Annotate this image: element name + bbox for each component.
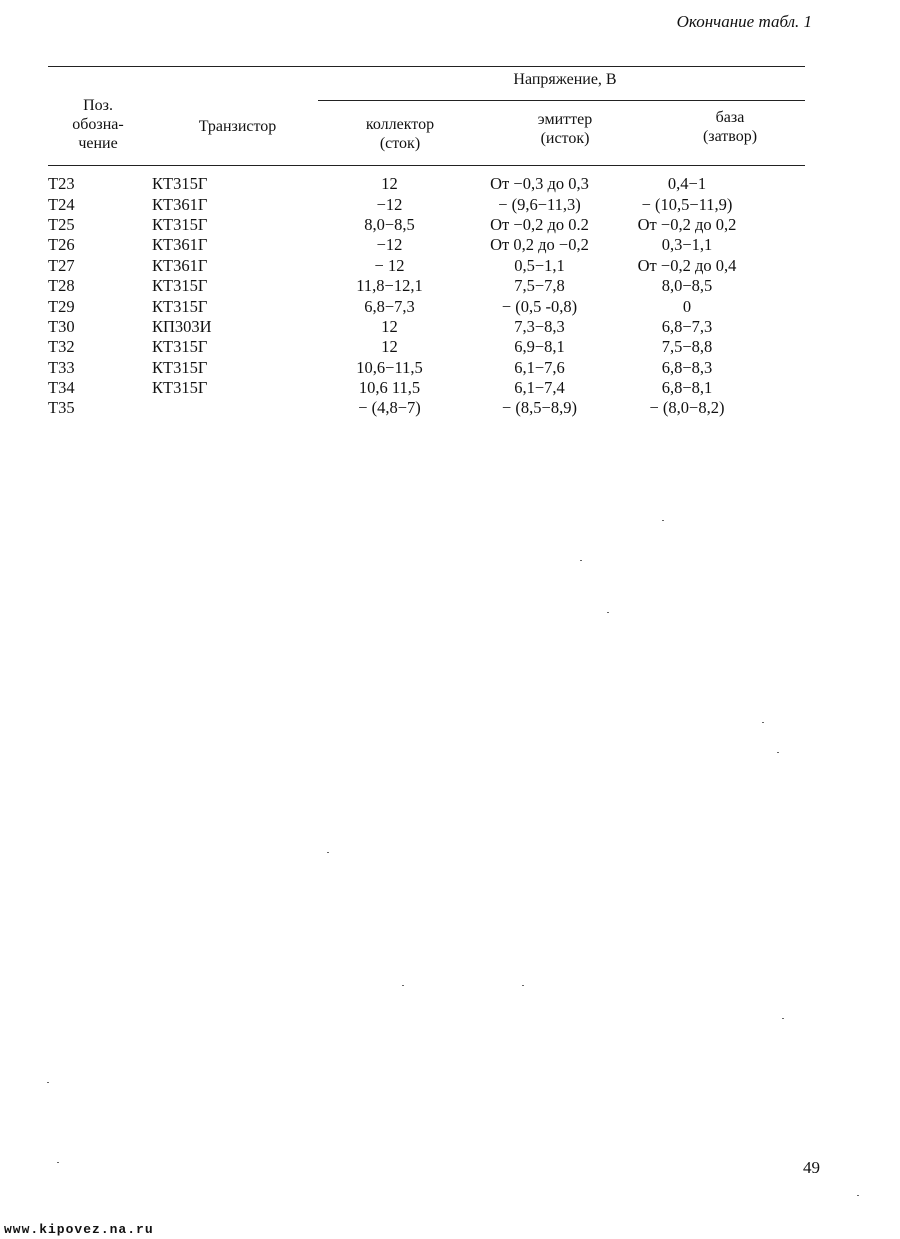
- cell-base: 8,0−8,5: [661, 276, 713, 296]
- scan-speck: [327, 852, 329, 853]
- cell-emitter: 0,5−1,1: [514, 255, 565, 275]
- cell-collector: −12: [376, 235, 403, 255]
- header-collector-line: коллектор: [365, 116, 435, 133]
- table-row: [48, 215, 762, 235]
- cell-transistor: КТ361Г: [152, 235, 208, 255]
- cell-base: 0,3−1,1: [661, 235, 713, 255]
- cell-emitter: От −0,2 до 0.2: [490, 214, 589, 234]
- table-caption: Окончание табл. 1: [676, 12, 812, 31]
- cell-position: T30: [48, 316, 75, 336]
- header-collector-line: (сток): [379, 135, 421, 152]
- voltage-group-rule: [318, 100, 805, 101]
- cell-base: 6,8−7,3: [661, 316, 713, 336]
- page-number: 49: [803, 1158, 820, 1177]
- header-emitter: [495, 110, 635, 148]
- cell-emitter: 6,1−7,4: [514, 378, 565, 398]
- cell-emitter: 6,1−7,6: [514, 357, 565, 377]
- table-row: [48, 337, 762, 357]
- cell-base: 6,8−8,1: [661, 378, 713, 398]
- cell-position: T24: [48, 194, 75, 214]
- cell-collector: − (4,8−7): [358, 398, 421, 418]
- table-row: [48, 317, 762, 337]
- cell-transistor: КТ315Г: [152, 337, 208, 357]
- cell-transistor: КТ315Г: [152, 174, 208, 194]
- header-position-line: Поз.: [83, 97, 113, 114]
- cell-transistor: КТ315Г: [152, 378, 208, 398]
- table-row: [48, 296, 762, 316]
- cell-collector: 8,0−8,5: [364, 214, 415, 234]
- scan-speck: [777, 752, 779, 753]
- table-row: [48, 378, 762, 398]
- cell-emitter: − (9,6−11,3): [498, 194, 581, 214]
- cell-position: T32: [48, 337, 75, 357]
- scan-speck: [607, 612, 609, 613]
- footer-url: www.kipovez.na.ru: [4, 1222, 154, 1237]
- cell-emitter: − (0,5 -0,8): [501, 296, 578, 316]
- cell-emitter: 7,3−8,3: [514, 316, 565, 336]
- header-position-line: чение: [78, 135, 118, 152]
- cell-position: T34: [48, 378, 75, 398]
- table-row: [48, 358, 762, 378]
- cell-collector: 10,6 11,5: [358, 378, 421, 398]
- cell-collector: − 12: [374, 255, 405, 275]
- cell-base: От −0,2 до 0,4: [637, 255, 737, 275]
- cell-emitter: − (8,5−8,9): [502, 398, 577, 418]
- cell-emitter: 7,5−7,8: [514, 276, 565, 296]
- header-bottom-rule: [48, 165, 805, 166]
- header-transistor: Транзистор: [198, 118, 277, 135]
- header-collector: [330, 115, 470, 153]
- scan-speck: [47, 1082, 49, 1083]
- table-top-rule: [48, 66, 805, 67]
- header-emitter-line: эмиттер: [537, 111, 593, 128]
- cell-transistor: КТ361Г: [152, 255, 208, 275]
- cell-transistor: КТ315Г: [152, 214, 208, 234]
- scan-speck: [857, 1195, 859, 1196]
- cell-base: − (8,0−8,2): [649, 398, 725, 418]
- cell-transistor: КТ315Г: [152, 357, 208, 377]
- cell-position: T27: [48, 255, 75, 275]
- table-row: [48, 194, 762, 214]
- cell-transistor: КТ361Г: [152, 194, 208, 214]
- cell-transistor: КП303И: [152, 316, 212, 336]
- scan-speck: [580, 560, 582, 561]
- cell-emitter: От −0,3 до 0,3: [490, 174, 589, 194]
- scan-speck: [57, 1162, 59, 1163]
- cell-collector: 10,6−11,5: [356, 357, 423, 377]
- scan-speck: [762, 722, 764, 723]
- cell-position: T28: [48, 276, 75, 296]
- cell-position: T23: [48, 174, 75, 194]
- scan-speck: [522, 985, 524, 986]
- cell-base: 7,5−8,8: [661, 337, 713, 357]
- scan-speck: [782, 1018, 784, 1019]
- scan-speck: [402, 985, 404, 986]
- table-row: [48, 276, 762, 296]
- cell-base: 0: [682, 296, 692, 316]
- header-position: [58, 96, 138, 153]
- cell-base: 6,8−8,3: [661, 357, 713, 377]
- cell-collector: 6,8−7,3: [364, 296, 415, 316]
- cell-base: 0,4−1: [667, 174, 707, 194]
- cell-position: T35: [48, 398, 75, 418]
- cell-base: От −0,2 до 0,2: [637, 214, 737, 234]
- cell-position: T33: [48, 357, 75, 377]
- cell-position: T26: [48, 235, 75, 255]
- scan-speck: [662, 520, 664, 521]
- cell-collector: 12: [381, 337, 398, 357]
- header-position-line: обозна-: [72, 116, 124, 133]
- cell-transistor: КТ315Г: [152, 296, 208, 316]
- header-base-line: база: [715, 109, 745, 126]
- cell-collector: 11,8−12,1: [356, 276, 423, 296]
- cell-collector: 12: [381, 316, 398, 336]
- cell-emitter: От 0,2 до −0,2: [490, 235, 589, 255]
- cell-collector: 12: [381, 174, 398, 194]
- cell-transistor: КТ315Г: [152, 276, 208, 296]
- cell-position: T25: [48, 214, 75, 234]
- table-row: [48, 235, 762, 255]
- cell-transistor: [152, 398, 312, 418]
- voltage-table: [48, 174, 762, 419]
- header-voltage-group: Напряжение, В: [513, 71, 617, 88]
- header-emitter-line: (исток): [540, 130, 590, 147]
- header-base-line: (затвор): [702, 128, 758, 145]
- cell-emitter: 6,9−8,1: [514, 337, 565, 357]
- cell-collector: −12: [376, 194, 403, 214]
- table-row: [48, 398, 762, 418]
- cell-position: T29: [48, 296, 75, 316]
- cell-base: − (10,5−11,9): [641, 194, 733, 214]
- header-base: [660, 108, 800, 146]
- table-row: [48, 174, 762, 194]
- table-row: [48, 256, 762, 276]
